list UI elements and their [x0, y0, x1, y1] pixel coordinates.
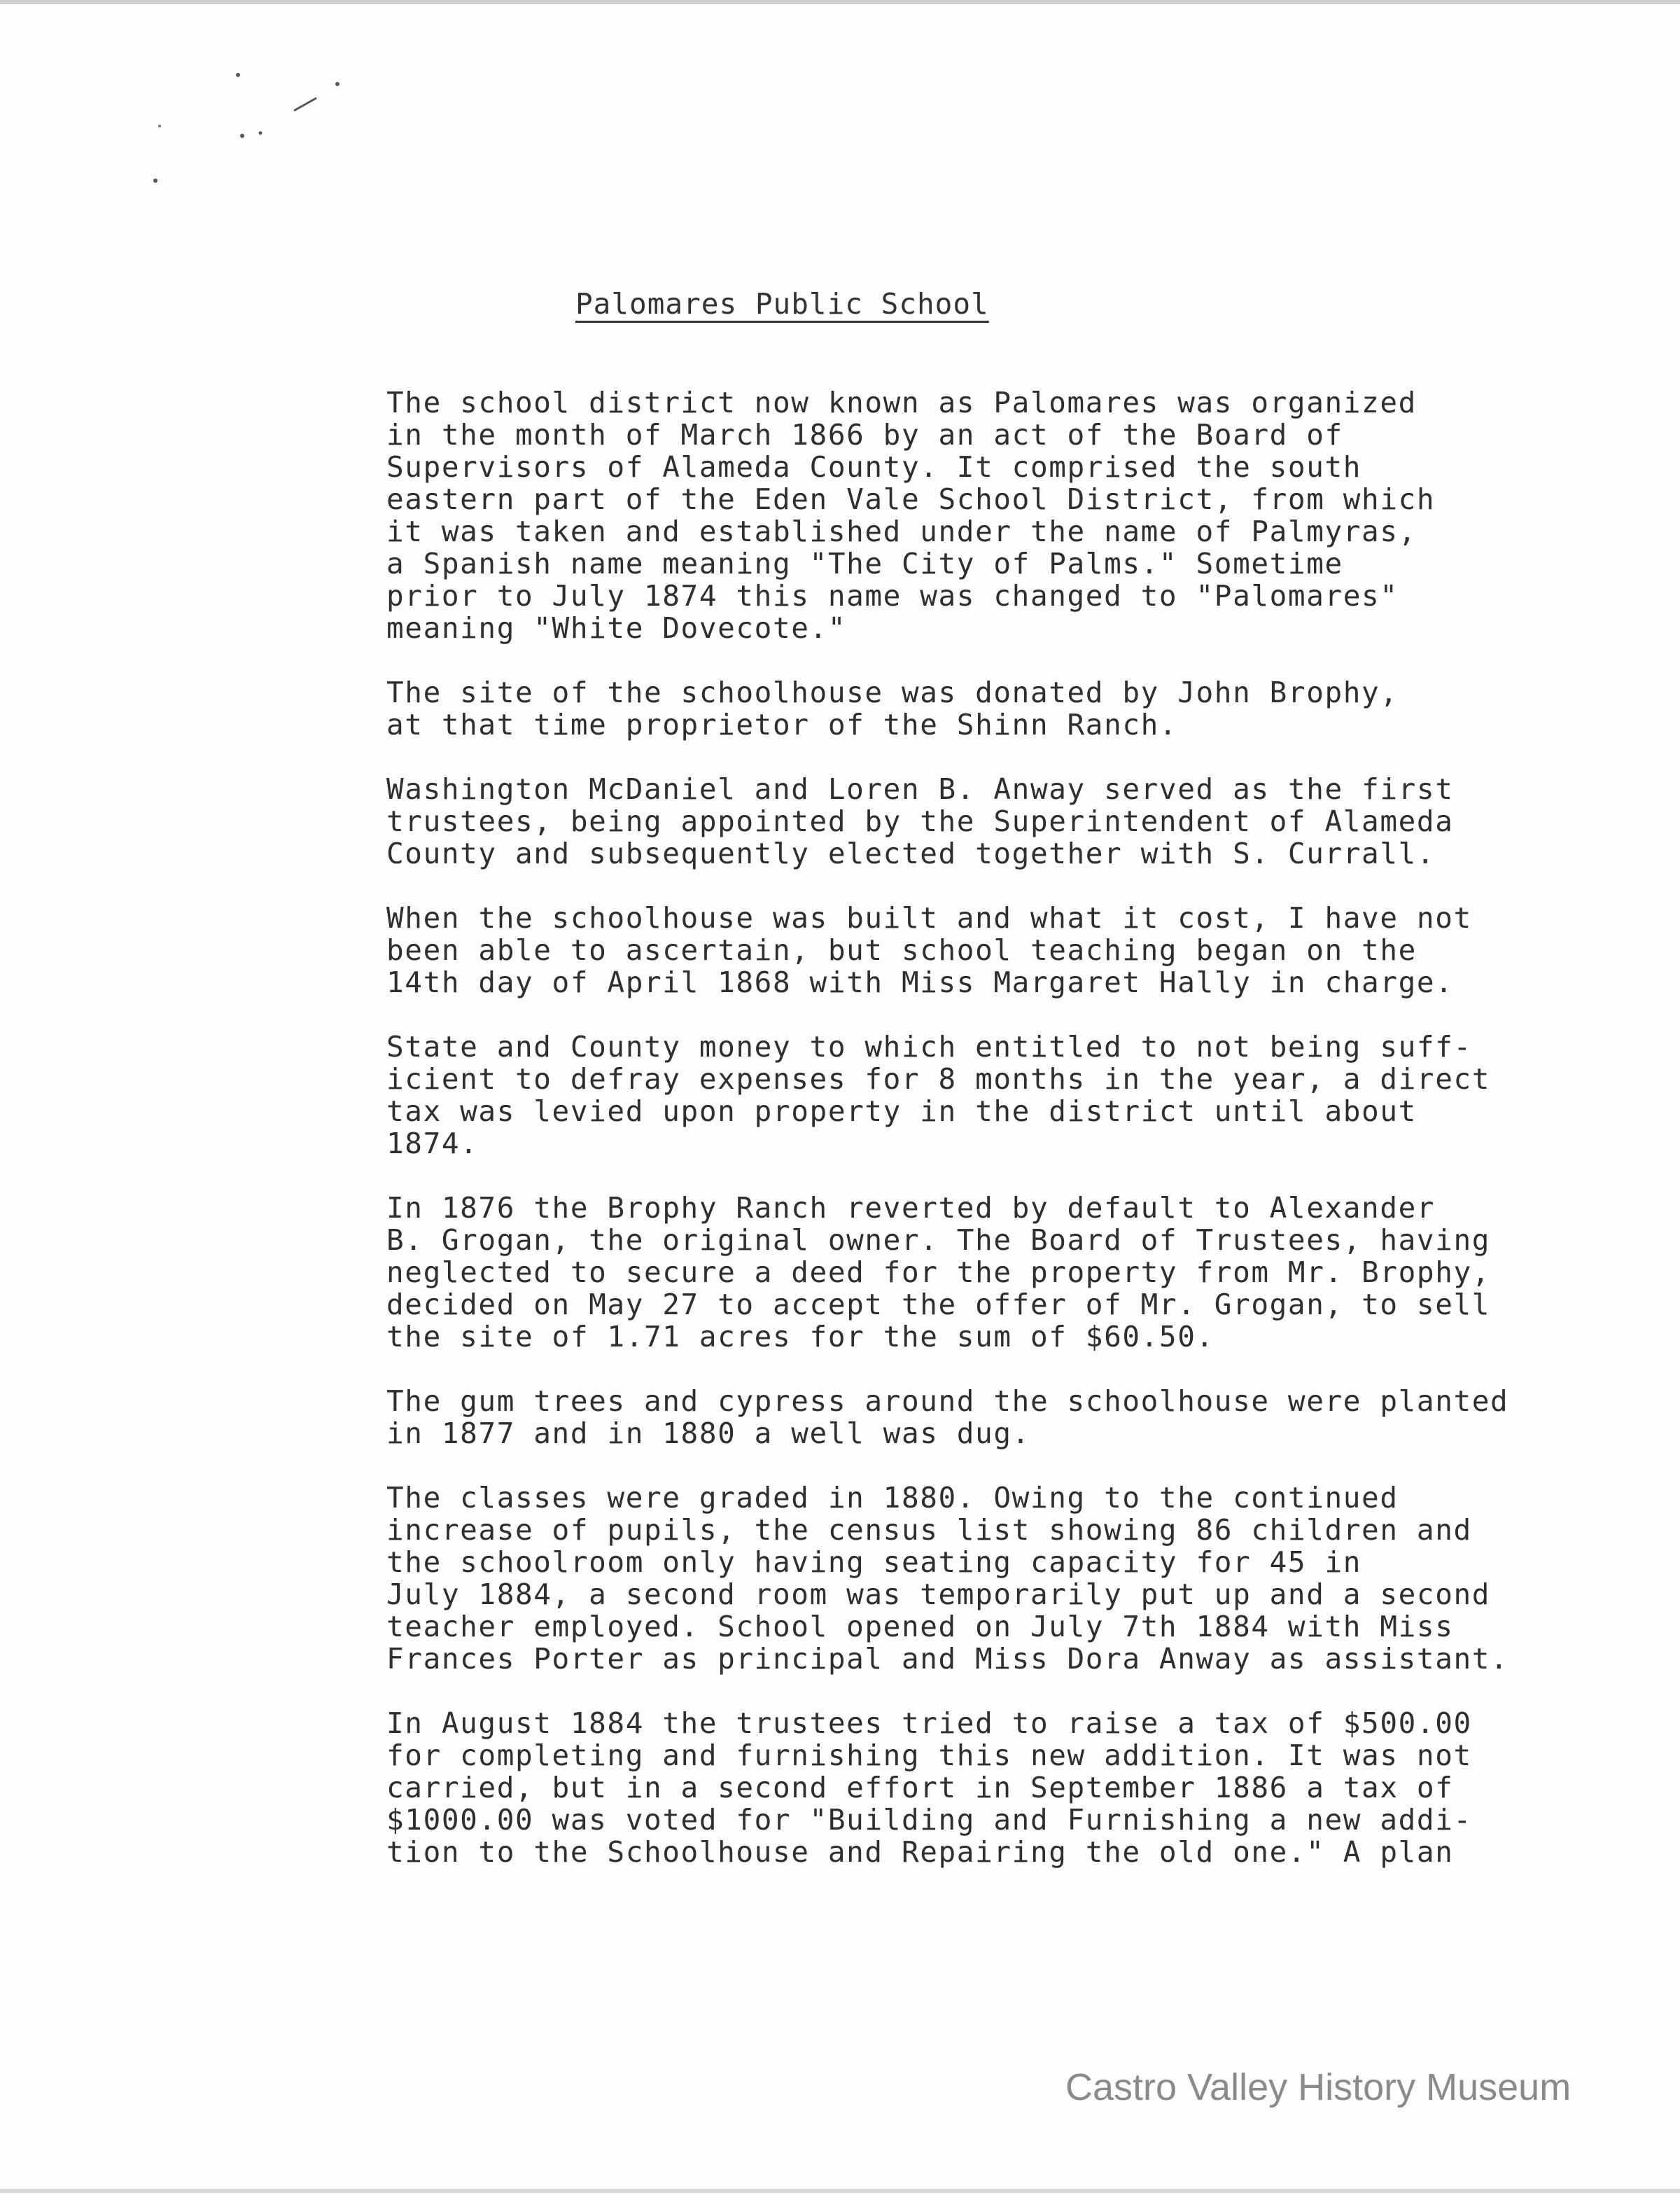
- text-line: Washington McDaniel and Loren B. Anway served as the first: [386, 772, 1454, 806]
- text-line: The classes were graded in 1880. Owing to the continued: [386, 1481, 1399, 1515]
- text-line: July 1884, a second room was temporarily put up and a second: [386, 1578, 1491, 1611]
- paragraph: [386, 1031, 1618, 1160]
- paragraph: [386, 773, 1618, 870]
- museum-watermark: Castro Valley History Museum: [1065, 2066, 1572, 2108]
- text-line: the schoolroom only having seating capacity for 45 in: [386, 1545, 1362, 1579]
- text-line: the site of 1.71 acres for the sum of $60.50.: [386, 1320, 1214, 1353]
- text-line: 14th day of April 1868 with Miss Margaret Hally in charge.: [386, 966, 1454, 999]
- text-line: been able to ascertain, but school teaching began on the: [386, 933, 1417, 967]
- text-line: In 1876 the Brophy Ranch reverted by default to Alexander: [386, 1191, 1436, 1225]
- text-line: trustees, being appointed by the Superintendent of Alameda: [386, 805, 1454, 838]
- text-line: a Spanish name meaning "The City of Palms." Sometime: [386, 547, 1343, 580]
- text-line: The school district now known as Palomares was organized: [386, 386, 1417, 419]
- text-line: meaning "White Dovecote.": [386, 611, 847, 645]
- paragraph: [386, 1707, 1618, 1868]
- text-line: teacher employed. School opened on July 7th 1884 with Miss: [386, 1610, 1454, 1643]
- text-line: prior to July 1874 this name was changed to "Palomares": [386, 579, 1399, 613]
- text-line: eastern part of the Eden Vale School District, from which: [386, 482, 1436, 516]
- text-line: decided on May 27 to accept the offer of Mr. Grogan, to sell: [386, 1288, 1491, 1321]
- text-line: for completing and furnishing this new addition. It was not: [386, 1739, 1472, 1772]
- page-title: Palomares Public School: [575, 287, 989, 321]
- paragraph: [386, 1192, 1618, 1353]
- text-line: The site of the schoolhouse was donated by John Brophy,: [386, 676, 1399, 709]
- text-line: Frances Porter as principal and Miss Dora Anway as assistant.: [386, 1642, 1509, 1676]
- text-line: When the schoolhouse was built and what it cost, I have not: [386, 901, 1472, 935]
- paragraph: [386, 902, 1618, 998]
- text-line: in 1877 and in 1880 a well was dug.: [386, 1416, 1030, 1450]
- text-line: neglected to secure a deed for the property from Mr. Brophy,: [386, 1255, 1491, 1289]
- paragraph: [386, 387, 1618, 644]
- text-line: County and subsequently elected together with S. Currall.: [386, 837, 1436, 870]
- text-line: in the month of March 1866 by an act of the Board of: [386, 418, 1343, 452]
- text-line: at that time proprietor of the Shinn Ranch.: [386, 708, 1178, 742]
- text-line: State and County money to which entitled to not being suff-: [386, 1030, 1472, 1064]
- text-line: increase of pupils, the census list showing 86 children and: [386, 1513, 1472, 1547]
- scan-bottom-edge: [0, 2189, 1680, 2193]
- text-line: The gum trees and cypress around the schoolhouse were planted: [386, 1384, 1509, 1418]
- text-line: B. Grogan, the original owner. The Board of Trustees, having: [386, 1223, 1491, 1257]
- text-line: tion to the Schoolhouse and Repairing the old one." A plan: [386, 1835, 1454, 1869]
- text-line: carried, but in a second effort in September 1886 a tax of: [386, 1771, 1454, 1804]
- text-line: it was taken and established under the name of Palmyras,: [386, 515, 1417, 548]
- text-line: tax was levied upon property in the district until about: [386, 1094, 1417, 1128]
- paragraph: [386, 1385, 1618, 1449]
- ink-specks: [0, 0, 420, 280]
- text-line: Supervisors of Alameda County. It comprised the south: [386, 450, 1362, 484]
- text-line: In August 1884 the trustees tried to raise a tax of $500.00: [386, 1706, 1472, 1740]
- text-line: icient to defray expenses for 8 months in the year, a direct: [386, 1062, 1491, 1096]
- text-line: $1000.00 was voted for "Building and Furnishing a new addi-: [386, 1803, 1472, 1837]
- text-line: 1874.: [386, 1127, 479, 1160]
- document-body: [386, 387, 1618, 1900]
- paragraph: [386, 1482, 1618, 1675]
- paragraph: [386, 676, 1618, 741]
